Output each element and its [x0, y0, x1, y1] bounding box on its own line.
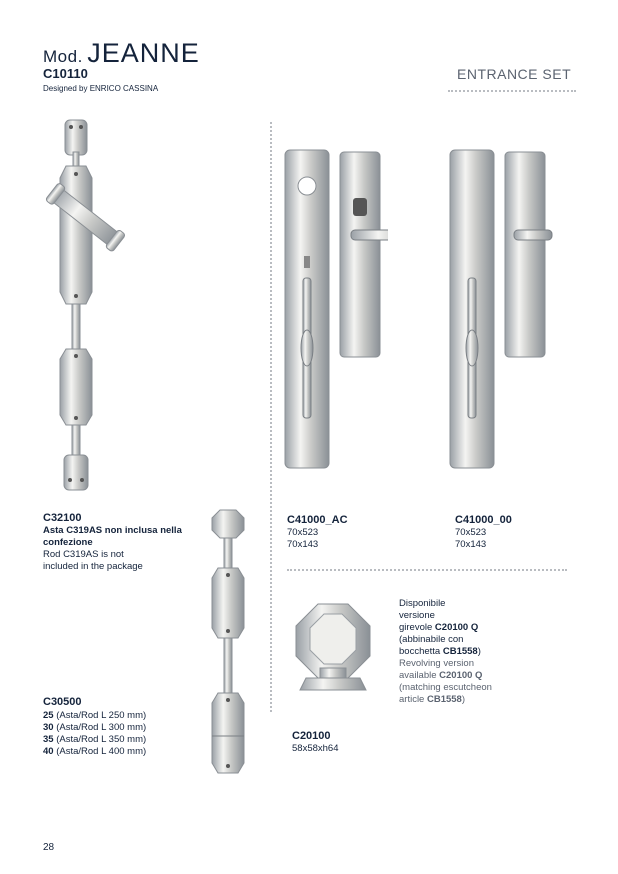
section-title: ENTRANCE SET — [457, 66, 572, 82]
note-it-line: versione — [399, 610, 435, 621]
model-code: C10110 — [43, 66, 88, 81]
c41000-ac-plate-set-image — [283, 148, 388, 473]
c32100-en-note-1: Rod C319AS is not — [43, 549, 124, 560]
c30500-size-row: 25 (Asta/Rod L 250 mm) — [43, 710, 147, 721]
model-prefix: Mod. — [43, 47, 83, 66]
c30500-size-row: 35 (Asta/Rod L 350 mm) — [43, 734, 147, 745]
espagnolette-bolt-image — [40, 112, 140, 497]
model-title — [43, 38, 200, 69]
c41000-00-plate-set-image — [448, 148, 553, 473]
c20100-availability-note — [399, 598, 539, 706]
c30500-size-list — [43, 710, 146, 758]
c41000-00-dim-1: 70x523 — [455, 527, 487, 538]
c41000-00-dim-2: 70x143 — [455, 539, 487, 550]
c32100-code: C32100 — [43, 512, 82, 524]
header-divider — [448, 90, 576, 92]
flush-bolt-image — [200, 508, 260, 788]
note-it-line: (abbinabile con — [399, 634, 464, 645]
c30500-code: C30500 — [43, 696, 82, 708]
note-en-line: available C20100 Q — [399, 670, 483, 681]
note-en-line: Revolving version — [399, 658, 474, 669]
c20100-code: C20100 — [292, 730, 331, 742]
c32100-it-note: Asta C319AS non inclusa nella confezione — [43, 525, 182, 548]
c20100-dims: 58x58xh64 — [292, 743, 339, 754]
vertical-divider — [270, 122, 272, 712]
c30500-size-row: 30 (Asta/Rod L 300 mm) — [43, 722, 147, 733]
note-en-line: article CB1558) — [399, 694, 466, 705]
c32100-en-note-2: included in the package — [43, 561, 143, 572]
middle-divider — [287, 569, 567, 571]
note-en-line: (matching escutcheon — [399, 682, 492, 693]
c41000-ac-dim-1: 70x523 — [287, 527, 319, 538]
page-number: 28 — [43, 842, 55, 853]
designer-credit: Designed by ENRICO CASSINA — [43, 84, 159, 93]
c41000-00-code: C41000_00 — [455, 514, 512, 526]
model-name: JEANNE — [87, 38, 200, 68]
c41000-ac-dim-2: 70x143 — [287, 539, 319, 550]
note-it-line: Disponibile — [399, 598, 446, 609]
octagonal-knob-image — [292, 600, 374, 700]
note-it-line: bocchetta CB1558) — [399, 646, 481, 657]
c41000-ac-code: C41000_AC — [287, 514, 348, 526]
c30500-size-row: 40 (Asta/Rod L 400 mm) — [43, 746, 147, 757]
note-it-line: girevole C20100 Q — [399, 622, 479, 633]
